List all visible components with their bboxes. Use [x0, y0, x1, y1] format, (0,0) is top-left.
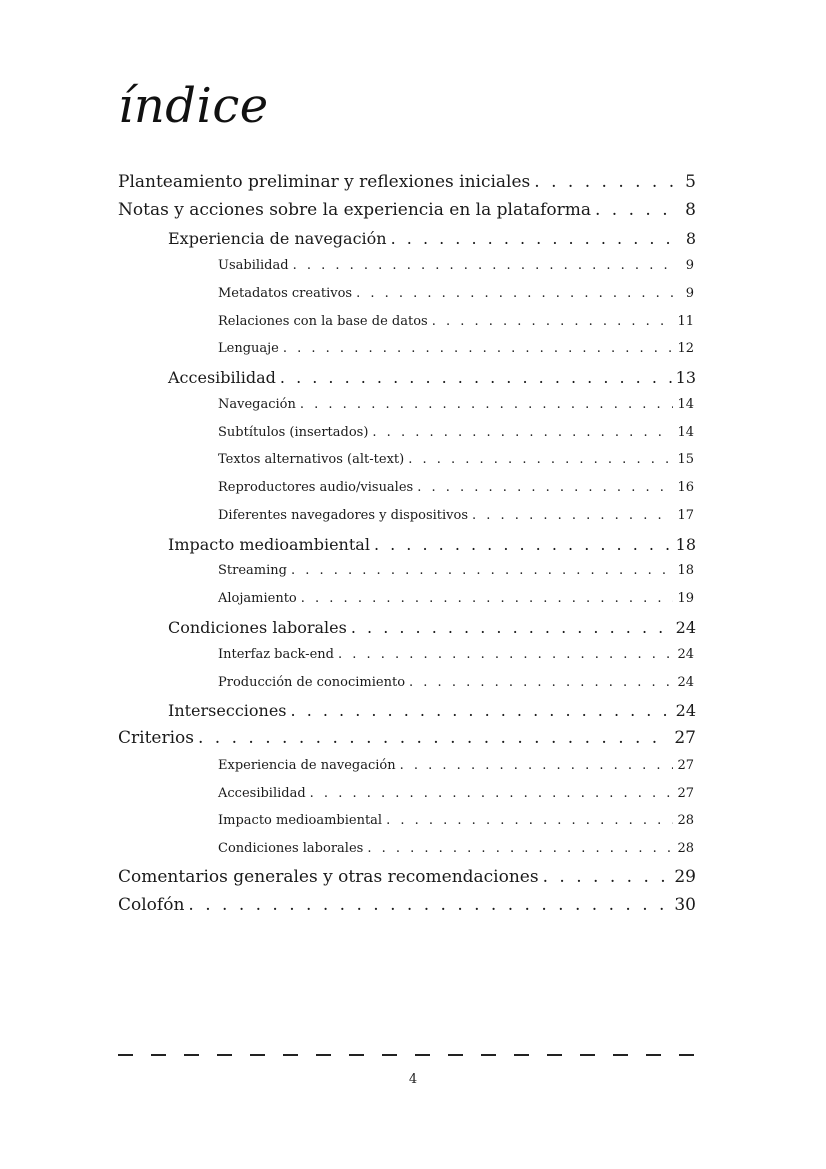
toc-entry[interactable]	[218, 758, 694, 773]
toc-entry-page: 18	[677, 563, 694, 578]
toc-entry-label: Experiencia de navegación	[168, 229, 387, 248]
toc-entry-page: 29	[674, 867, 696, 887]
toc-entry[interactable]	[168, 618, 696, 637]
toc-entry[interactable]	[168, 535, 696, 554]
toc-entry-label: Streaming	[218, 563, 287, 578]
toc-entry[interactable]	[118, 728, 696, 748]
leader-dots	[432, 314, 674, 329]
toc-entry-label: Condiciones laborales	[218, 841, 364, 856]
toc-entry-page: 24	[675, 701, 696, 720]
toc-entry-label: Comentarios generales y otras recomendaciones	[118, 867, 539, 887]
leader-dots	[293, 258, 676, 273]
toc-entry-page: 9	[685, 258, 694, 273]
leader-dots	[534, 172, 676, 192]
toc-entry[interactable]	[218, 314, 694, 329]
toc-entry-page: 27	[674, 728, 696, 748]
toc-entry-label: Relaciones con la base de datos	[218, 314, 428, 329]
leader-dots	[356, 286, 676, 301]
leader-dots	[391, 229, 676, 248]
leader-dots	[400, 758, 674, 773]
toc-entry[interactable]	[118, 172, 696, 192]
toc-entry[interactable]	[218, 508, 694, 523]
toc-entry[interactable]	[218, 452, 694, 467]
footer-divider	[118, 1054, 710, 1056]
leader-dots	[301, 591, 674, 606]
toc-entry-label: Metadatos creativos	[218, 286, 353, 301]
toc-entry[interactable]	[218, 675, 694, 690]
leader-dots	[386, 813, 673, 828]
toc-entry-page: 24	[677, 647, 694, 662]
toc-entry-page: 12	[677, 341, 694, 356]
toc-entry[interactable]	[218, 286, 694, 301]
toc-entry[interactable]	[218, 425, 694, 440]
toc-entry-label: Intersecciones	[168, 701, 287, 720]
toc-entry-label: Reproductores audio/visuales	[218, 480, 414, 495]
toc-entry[interactable]	[168, 229, 696, 248]
toc-entry-page: 24	[675, 618, 696, 637]
toc-entry[interactable]	[168, 368, 696, 387]
toc-entry-label: Criterios	[118, 728, 194, 748]
toc-entry-page: 5	[685, 172, 696, 192]
toc-entry-label: Impacto medioambiental	[168, 535, 370, 554]
toc-entry-label: Accesibilidad	[168, 368, 276, 387]
toc-entry-page: 19	[677, 591, 694, 606]
toc-entry-page: 8	[685, 200, 696, 220]
toc-entry[interactable]	[218, 591, 694, 606]
leader-dots	[300, 397, 674, 412]
leader-dots	[280, 368, 672, 387]
toc-entry-label: Interfaz back-end	[218, 647, 334, 662]
toc-entry-label: Textos alternativos (alt-text)	[218, 452, 405, 467]
leader-dots	[374, 535, 672, 554]
toc-entry-label: Planteamiento preliminar y reflexiones iniciales	[118, 172, 531, 192]
toc-entry-label: Alojamiento	[218, 591, 297, 606]
toc-entry[interactable]	[218, 786, 694, 801]
toc-entry[interactable]	[118, 867, 696, 887]
toc-entry-label: Impacto medioambiental	[218, 813, 383, 828]
toc-entry[interactable]	[218, 563, 694, 578]
leader-dots	[283, 341, 674, 356]
toc-entry[interactable]	[218, 813, 694, 828]
leader-dots	[472, 508, 673, 523]
toc-entry-label: Usabilidad	[218, 258, 289, 273]
leader-dots	[351, 618, 672, 637]
toc-entry[interactable]	[118, 200, 696, 220]
leader-dots	[595, 200, 676, 220]
toc-entry-label: Colofón	[118, 895, 185, 915]
toc-entry[interactable]	[218, 841, 694, 856]
toc-entry-page: 27	[677, 786, 694, 801]
toc-entry-label: Accesibilidad	[218, 786, 306, 801]
toc-entry-page: 14	[677, 425, 694, 440]
leader-dots	[372, 425, 673, 440]
leader-dots	[367, 841, 673, 856]
toc-entry-page: 8	[685, 229, 696, 248]
toc-entry[interactable]	[118, 895, 696, 915]
leader-dots	[408, 452, 673, 467]
toc-entry-label: Lenguaje	[218, 341, 279, 356]
leader-dots	[291, 563, 673, 578]
toc-entry-page: 11	[677, 314, 694, 329]
leader-dots	[417, 480, 673, 495]
leader-dots	[310, 786, 674, 801]
toc-entry-page: 13	[675, 368, 696, 387]
toc-entry-page: 28	[677, 813, 694, 828]
leader-dots	[188, 895, 670, 915]
toc-entry-page: 24	[677, 675, 694, 690]
toc-entry[interactable]	[218, 258, 694, 273]
toc-entry[interactable]	[218, 480, 694, 495]
toc-entry-page: 30	[674, 895, 696, 915]
toc-entry-label: Notas y acciones sobre la experiencia en la plataforma	[118, 200, 591, 220]
toc-entry-page: 28	[677, 841, 694, 856]
leader-dots	[409, 675, 673, 690]
toc-entry[interactable]	[168, 701, 696, 720]
leader-dots	[198, 728, 670, 748]
page-title: índice	[118, 78, 269, 134]
toc-entry-page: 17	[677, 508, 694, 523]
page-number: 4	[408, 1072, 418, 1087]
toc-entry-page: 16	[677, 480, 694, 495]
toc-entry-label: Diferentes navegadores y dispositivos	[218, 508, 469, 523]
toc-entry[interactable]	[218, 397, 694, 412]
leader-dots	[291, 701, 672, 720]
toc-entry[interactable]	[218, 647, 694, 662]
toc-entry-label: Navegación	[218, 397, 296, 412]
toc-entry-page: 15	[677, 452, 694, 467]
toc-entry-page: 14	[677, 397, 694, 412]
leader-dots	[338, 647, 673, 662]
toc-entry-label: Producción de conocimiento	[218, 675, 406, 690]
toc-entry-label: Experiencia de navegación	[218, 758, 396, 773]
toc-entry-page: 9	[685, 286, 694, 301]
toc-entry-page: 18	[675, 535, 696, 554]
toc-entry[interactable]	[218, 341, 694, 356]
leader-dots	[543, 867, 671, 887]
toc-entry-label: Condiciones laborales	[168, 618, 347, 637]
toc-entry-label: Subtítulos (insertados)	[218, 425, 369, 440]
toc-entry-page: 27	[677, 758, 694, 773]
